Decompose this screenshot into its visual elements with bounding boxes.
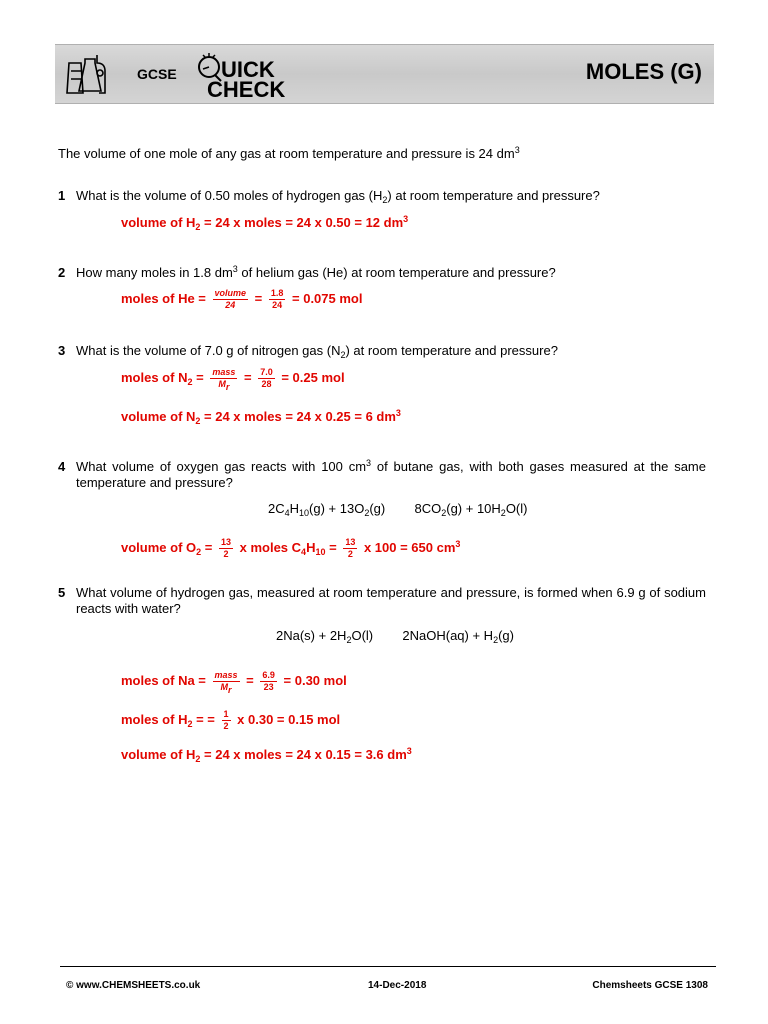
- fraction-6.9-over-23: $\frac{6.9}{23}$: [262, 670, 275, 692]
- quick-check-logo: [195, 51, 355, 99]
- svg-text:UICK: UICK: [221, 57, 275, 82]
- question-4-number: 4: [58, 459, 66, 474]
- question-5-answer-volume: volume of $H_2 = 24$ x moles = 24 x 0.15 = 3.6 $dm^3$: [121, 746, 412, 764]
- footer-rule: [60, 966, 716, 967]
- question-5-equation: $2Na(s) + 2H_2O(l)$ 2NaOH(aq) + $H_2(g)$: [276, 628, 514, 645]
- question-4-answer: volume of $O_2$ = $\frac{13}{2}$ x moles $C_4H_{10}$ = $\frac{13}{2}$ x 100 = 650 $cm^3$: [121, 537, 461, 559]
- question-2-number: 2: [58, 265, 66, 280]
- question-3-number: 3: [58, 343, 66, 358]
- question-1-text: What is the volume of 0.50 moles of hydrogen gas $(H_2)$ at room temperature and pressure?: [76, 188, 600, 205]
- question-5-answer-moles-h2: moles of $H_2$ = = $\frac{1}{2}$ x 0.30 = 0.15 mol: [121, 709, 341, 731]
- question-5-text: What volume of hydrogen gas, measured at room temperature and pressure, is formed when 6.9 g of sodium reacts with water?: [76, 585, 706, 616]
- footer-date: 14-Dec-2018: [368, 980, 427, 991]
- question-2-text: How many moles in 1.8 $dm^3$ of helium gas (He) at room temperature and pressure?: [76, 264, 556, 280]
- question-2-answer: moles of He = $\frac{\text{volume}}{24}$ = $\frac{1.8}{24}$ = 0.075 mol: [121, 288, 363, 310]
- question-4-equation: $2C_4H_{10}(g) + 13O_2(g) 8CO_2(g) + 10H_2O(l)$: [268, 501, 528, 518]
- question-5-answer-moles-na: moles of Na = $\frac{\text{mass}}{M_r}$ = $\frac{6.9}{23}$ = 0.30 mol: [121, 670, 347, 695]
- header-banner: [55, 44, 714, 104]
- lab-glassware-icon: [63, 51, 111, 97]
- gcse-label: GCSE: [137, 66, 177, 82]
- page-title: MOLES (G): [585, 59, 702, 84]
- svg-text:CHECK: CHECK: [207, 77, 286, 99]
- question-1-answer: volume of $H_2 = 24$ x moles = 24 x 0.50 = 12 $dm^3$: [121, 214, 409, 232]
- fraction-13-over-2-b: $\frac{13}{2}$: [345, 537, 356, 559]
- fraction-13-over-2: $\frac{13}{2}$: [220, 537, 231, 559]
- question-3-answer-volume: volume of $N_2 = 24$ x moles = 24 x 0.25 = 6 $dm^3$: [121, 408, 401, 426]
- fraction-volume-over-24: $\frac{\text{volume}}{24}$: [214, 288, 247, 310]
- footer-copyright: © www.CHEMSHEETS.co.uk: [66, 980, 201, 991]
- question-3-answer-moles: moles of $N_2$ = $\frac{\text{mass}}{M_r}$ = $\frac{7.0}{28}$ = 0.25 mol: [121, 367, 345, 392]
- question-3-text: What is the volume of 7.0 g of nitrogen gas $(N_2)$ at room temperature and pressure?: [76, 343, 558, 360]
- fraction-1.8-over-24: $\frac{1.8}{24}$: [270, 288, 284, 310]
- fraction-7.0-over-28: $\frac{7.0}{28}$: [260, 367, 273, 389]
- question-1-number: 1: [58, 188, 66, 203]
- intro-text: The volume of one mole of any gas at room temperature and pressure is 24 $dm^3$: [58, 145, 520, 161]
- fraction-mass-over-mr: $\frac{\text{mass}}{M_r}$: [212, 367, 236, 392]
- fraction-mass-over-mr: $\frac{\text{mass}}{M_r}$: [214, 670, 238, 695]
- fraction-1-over-2: $\frac{1}{2}$: [223, 709, 229, 731]
- footer-sheet-code: Chemsheets GCSE 1308: [592, 980, 708, 991]
- question-4-text: What volume of oxygen gas reacts with 100 $cm^3$ of butane gas, with both gases measured at the same temperature and pressure?: [76, 458, 706, 490]
- question-5-number: 5: [58, 585, 66, 600]
